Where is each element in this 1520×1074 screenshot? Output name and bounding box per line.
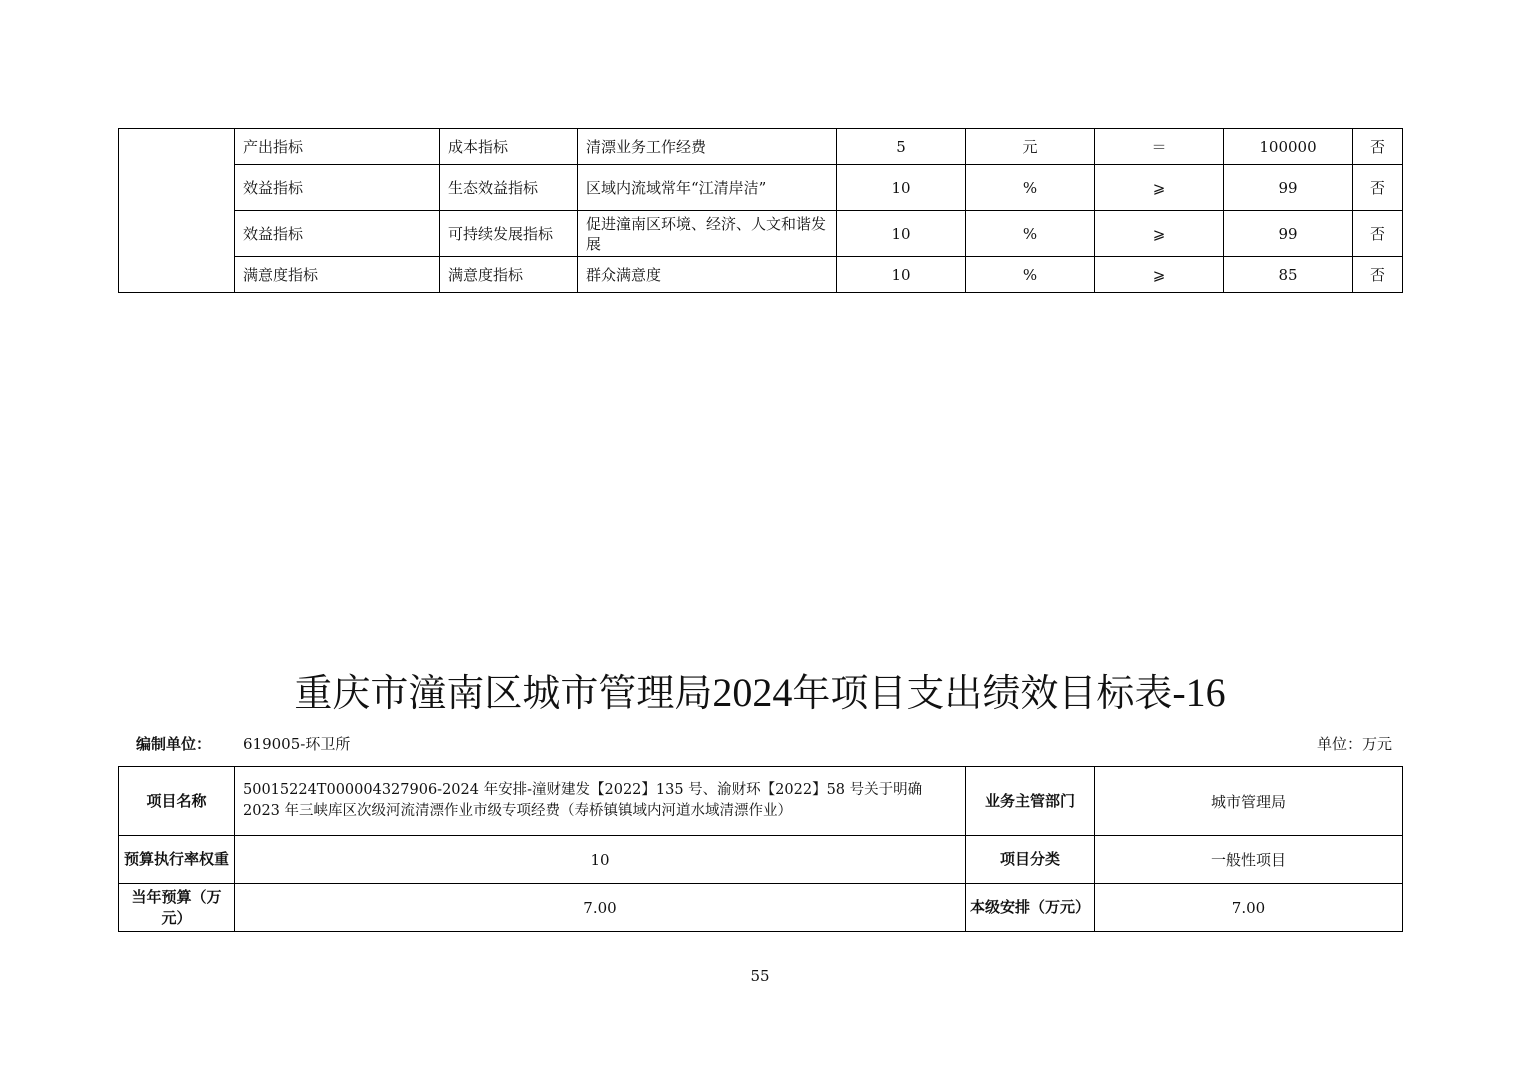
level2-indicator: 成本指标: [440, 129, 578, 165]
exec-rate-label: 预算执行率权重: [119, 836, 235, 884]
page-number: 55: [750, 967, 770, 985]
table-row: [119, 257, 1403, 293]
dept-label: 业务主管部门: [966, 767, 1095, 836]
level2-indicator: 可持续发展指标: [440, 211, 578, 257]
indicator-weight: 10: [837, 211, 966, 257]
title-suffix: -16: [1172, 670, 1226, 715]
indicator-unit: 元: [966, 129, 1095, 165]
page-title: [0, 662, 1520, 717]
indicator-weight: 5: [837, 129, 966, 165]
indicator-target: 100000: [1224, 129, 1353, 165]
indicator-operator: ＝: [1095, 129, 1224, 165]
title-year: 2024: [712, 670, 793, 715]
indicator-target: 85: [1224, 257, 1353, 293]
table-row: [119, 884, 1403, 932]
indicator-operator: ⩾: [1095, 211, 1224, 257]
table-row: [119, 211, 1403, 257]
indicator-weight: 10: [837, 165, 966, 211]
indicator-unit: %: [966, 211, 1095, 257]
dept-value: 城市管理局: [1095, 767, 1403, 836]
project-name-value: 50015224T000004327906-2024 年安排-潼财建发【2022】135 号、渝财环【2022】58 号关于明确 2023 年三峡库区次级河流清漂作业市级专项经费（寿桥镇镇域内河道水域清漂作业）: [235, 767, 966, 836]
level1-indicator: 效益指标: [235, 211, 440, 257]
level2-indicator: 生态效益指标: [440, 165, 578, 211]
level-arrangement-label: 本级安排（万元）: [966, 884, 1095, 932]
indicator-operator: ⩾: [1095, 257, 1224, 293]
project-name-label: 项目名称: [119, 767, 235, 836]
table-row: [119, 767, 1403, 836]
indicator-core-flag: 否: [1353, 129, 1403, 165]
title-middle: 年项目支出绩效目标表: [792, 671, 1173, 715]
level1-indicator: 满意度指标: [235, 257, 440, 293]
indicator-weight: 10: [837, 257, 966, 293]
exec-rate-value: 10: [235, 836, 966, 884]
indicator-target: 99: [1224, 211, 1353, 257]
table-row: [119, 129, 1403, 165]
category-value: 一般性项目: [1095, 836, 1403, 884]
budget-label: 当年预算（万元）: [119, 884, 235, 932]
indicator-core-flag: 否: [1353, 257, 1403, 293]
project-info-table: [118, 766, 1403, 932]
indicator-target: 99: [1224, 165, 1353, 211]
performance-indicator-table: [118, 128, 1403, 293]
title-prefix: 重庆市潼南区城市管理局: [294, 671, 713, 715]
budget-value: 7.00: [235, 884, 966, 932]
indicator-name: 清漂业务工作经费: [578, 129, 837, 165]
indicator-unit: %: [966, 257, 1095, 293]
indicator-name: 促进潼南区环境、经济、人文和谐发展: [578, 211, 837, 257]
indicator-name: 区域内流域常年“江清岸洁”: [578, 165, 837, 211]
compiling-unit-label: 编制单位：: [136, 735, 212, 753]
currency-unit: 单位：万元: [1316, 735, 1392, 753]
compiling-unit-value: 619005-环卫所: [243, 735, 351, 753]
merged-category-cell: [119, 129, 235, 293]
indicator-core-flag: 否: [1353, 165, 1403, 211]
indicator-unit: %: [966, 165, 1095, 211]
category-label: 项目分类: [966, 836, 1095, 884]
level2-indicator: 满意度指标: [440, 257, 578, 293]
indicator-name: 群众满意度: [578, 257, 837, 293]
table-row: [119, 165, 1403, 211]
level1-indicator: 产出指标: [235, 129, 440, 165]
table-row: [119, 836, 1403, 884]
level-arrangement-value: 7.00: [1095, 884, 1403, 932]
indicator-operator: ⩾: [1095, 165, 1224, 211]
level1-indicator: 效益指标: [235, 165, 440, 211]
indicator-core-flag: 否: [1353, 211, 1403, 257]
